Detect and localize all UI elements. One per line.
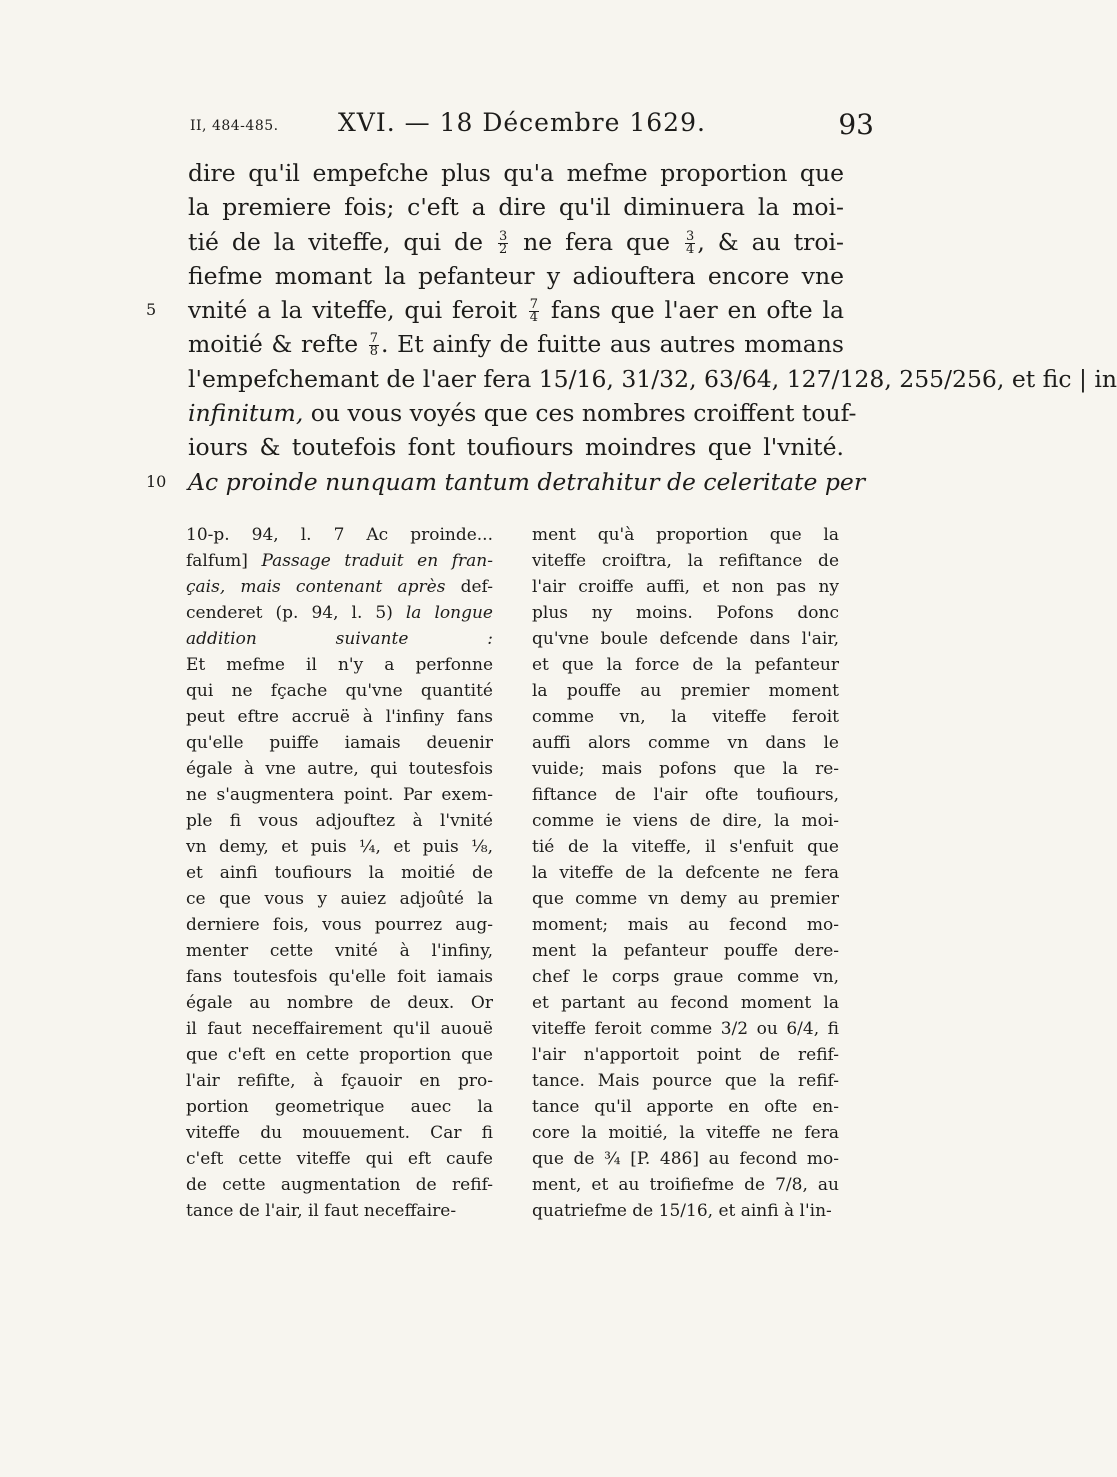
note-line: ce que vous y auiez adjoûté la — [186, 889, 493, 909]
note-line: viteffe feroit comme 3/2 ou 6/4, fi — [532, 1019, 839, 1039]
main-line: infinitum, ou vous voyés que ces nombres croiffent touf- — [188, 399, 857, 428]
main-line: moitié & refte $\frac{7}{8}$ . Et ainfy de fuitte aus autres momans — [188, 330, 844, 360]
note-line: l'air refifte, à fçauoir en pro- — [186, 1071, 493, 1091]
note-line: comme ie viens de dire, la moi- — [532, 811, 839, 831]
note-line: comme vn, la viteffe feroit — [532, 707, 839, 727]
note-line: cenderet (p. 94, l. 5) la longue — [186, 603, 493, 623]
note-line: tance qu'il apporte en ofte en- — [532, 1097, 839, 1117]
line-number: 10 — [146, 471, 167, 491]
note-line: ne s'augmentera point. Par exem- — [186, 785, 493, 805]
note-line: qu'vne boule defcende dans l'air, — [532, 629, 839, 649]
main-line: fiefme momant la pefanteur y adiouftera encore vne — [188, 261, 844, 290]
note-line: addition suivante : — [186, 629, 493, 649]
note-line: çais, mais contenant après def- — [186, 577, 493, 597]
note-line: que de ¾ [P. 486] au fecond mo- — [532, 1149, 839, 1169]
main-line: tié de la viteffe, qui de $\frac{3}{2}$ ne fera que $\frac{3}{4}$ , & au troi- — [188, 227, 844, 257]
running-header — [190, 108, 874, 148]
note-line: vuide; mais pofons que la re- — [532, 759, 839, 779]
note-line: menter cette vnité à l'infiny, — [186, 941, 493, 961]
note-line: Et mefme il n'y a perfonne — [186, 655, 493, 675]
note-line: égale au nombre de deux. Or — [186, 993, 493, 1013]
note-line: plus ny moins. Pofons donc — [532, 603, 839, 623]
note-line: que c'eft en cette proportion que — [186, 1045, 493, 1065]
note-line: vn demy, et puis ¼, et puis ⅛, — [186, 837, 493, 857]
note-line: l'air n'apportoit point de refif- — [532, 1045, 839, 1065]
note-line: chef le corps graue comme vn, — [532, 967, 839, 987]
note-line: peut eftre accruë à l'infiny fans — [186, 707, 493, 727]
note-line: moment; mais au fecond mo- — [532, 915, 839, 935]
volume-reference: II, 484-485. — [190, 118, 279, 134]
fraction: $\frac{7}{4}$ — [529, 297, 539, 326]
page-number: 93 — [838, 108, 874, 141]
fraction: $\frac{7}{8}$ — [369, 331, 379, 360]
note-line: tance de l'air, il faut neceffaire- — [186, 1201, 457, 1221]
note-line: et ainfi toufiours la moitié de — [186, 863, 493, 883]
note-line: que comme vn demy au premier — [532, 889, 839, 909]
note-line: portion geometrique auec la — [186, 1097, 493, 1117]
note-line: auffi alors comme vn dans le — [532, 733, 839, 753]
header-title: XVI. — 18 Décembre 1629. — [338, 108, 706, 137]
fraction: $\frac{3}{4}$ — [686, 228, 695, 257]
note-line: ment, et au troifiefme de 7/8, au — [532, 1175, 839, 1195]
main-line: l'empefchemant de l'aer fera 15/16, 31/32, 63/64, 127/128, 255/256, et fic | in — [188, 364, 1117, 393]
note-line: de cette augmentation de refif- — [186, 1175, 493, 1195]
note-line: fans toutesfois qu'elle foit iamais — [186, 967, 493, 987]
notes-column-right — [532, 522, 839, 1224]
main-line: 5 vnité a la viteffe, qui feroit $\frac{7}{4}$ fans que l'aer en ofte la — [188, 293, 844, 327]
note-line: falfum] Passage traduit en fran- — [186, 551, 494, 571]
note-line: la viteffe de la defcente ne fera — [532, 863, 839, 883]
note-line: derniere fois, vous pourrez aug- — [186, 915, 493, 935]
note-line: ment qu'à proportion que la — [532, 525, 839, 545]
note-line: fiftance de l'air ofte toufiours, — [532, 785, 839, 805]
note-line: viteffe croiftra, la refiftance de — [532, 551, 839, 571]
main-text — [146, 156, 1117, 499]
note-line: tié de la viteffe, il s'enfuit que — [532, 837, 839, 857]
note-line: et partant au fecond moment la — [532, 993, 839, 1013]
note-line: tance. Mais pource que la refif- — [532, 1071, 839, 1091]
note-line: égale à vne autre, qui toutesfois — [186, 759, 493, 779]
note-line: qui ne fçache qu'vne quantité — [186, 681, 493, 701]
note-line: il faut neceffairement qu'il auouë — [186, 1019, 493, 1039]
note-line: la pouffe au premier moment — [532, 681, 839, 701]
note-line: l'air croiffe auffi, et non pas ny — [532, 577, 839, 597]
main-line: la premiere fois; c'eft a dire qu'il diminuera la moi- — [188, 193, 844, 222]
notes-column-left — [186, 522, 493, 1224]
note-line: c'eft cette viteffe qui eft caufe — [186, 1149, 493, 1169]
note-line: qu'elle puiffe iamais deuenir — [186, 733, 493, 753]
main-line: 10 Ac proinde nunquam tantum detrahitur de celeritate per — [188, 465, 844, 499]
main-line: dire qu'il empefche plus qu'a mefme proportion que — [188, 159, 844, 187]
line-number: 5 — [146, 300, 157, 320]
note-line: ple fi vous adjouftez à l'vnité — [186, 811, 493, 831]
note-line: core la moitié, la viteffe ne fera — [532, 1123, 839, 1143]
note-line: ment la pefanteur pouffe dere- — [532, 941, 839, 961]
note-line: viteffe du mouuement. Car fi — [186, 1123, 493, 1143]
main-line: iours & toutefois font toufiours moindres que l'vnité. — [188, 433, 844, 462]
fraction: $\frac{3}{2}$ — [498, 228, 508, 257]
note-line: 10-p. 94, l. 7 Ac proinde... — [186, 525, 493, 545]
note-line: quatriefme de 15/16, et ainfi à l'in- — [532, 1201, 832, 1221]
note-line: et que la force de la pefanteur — [532, 655, 839, 675]
